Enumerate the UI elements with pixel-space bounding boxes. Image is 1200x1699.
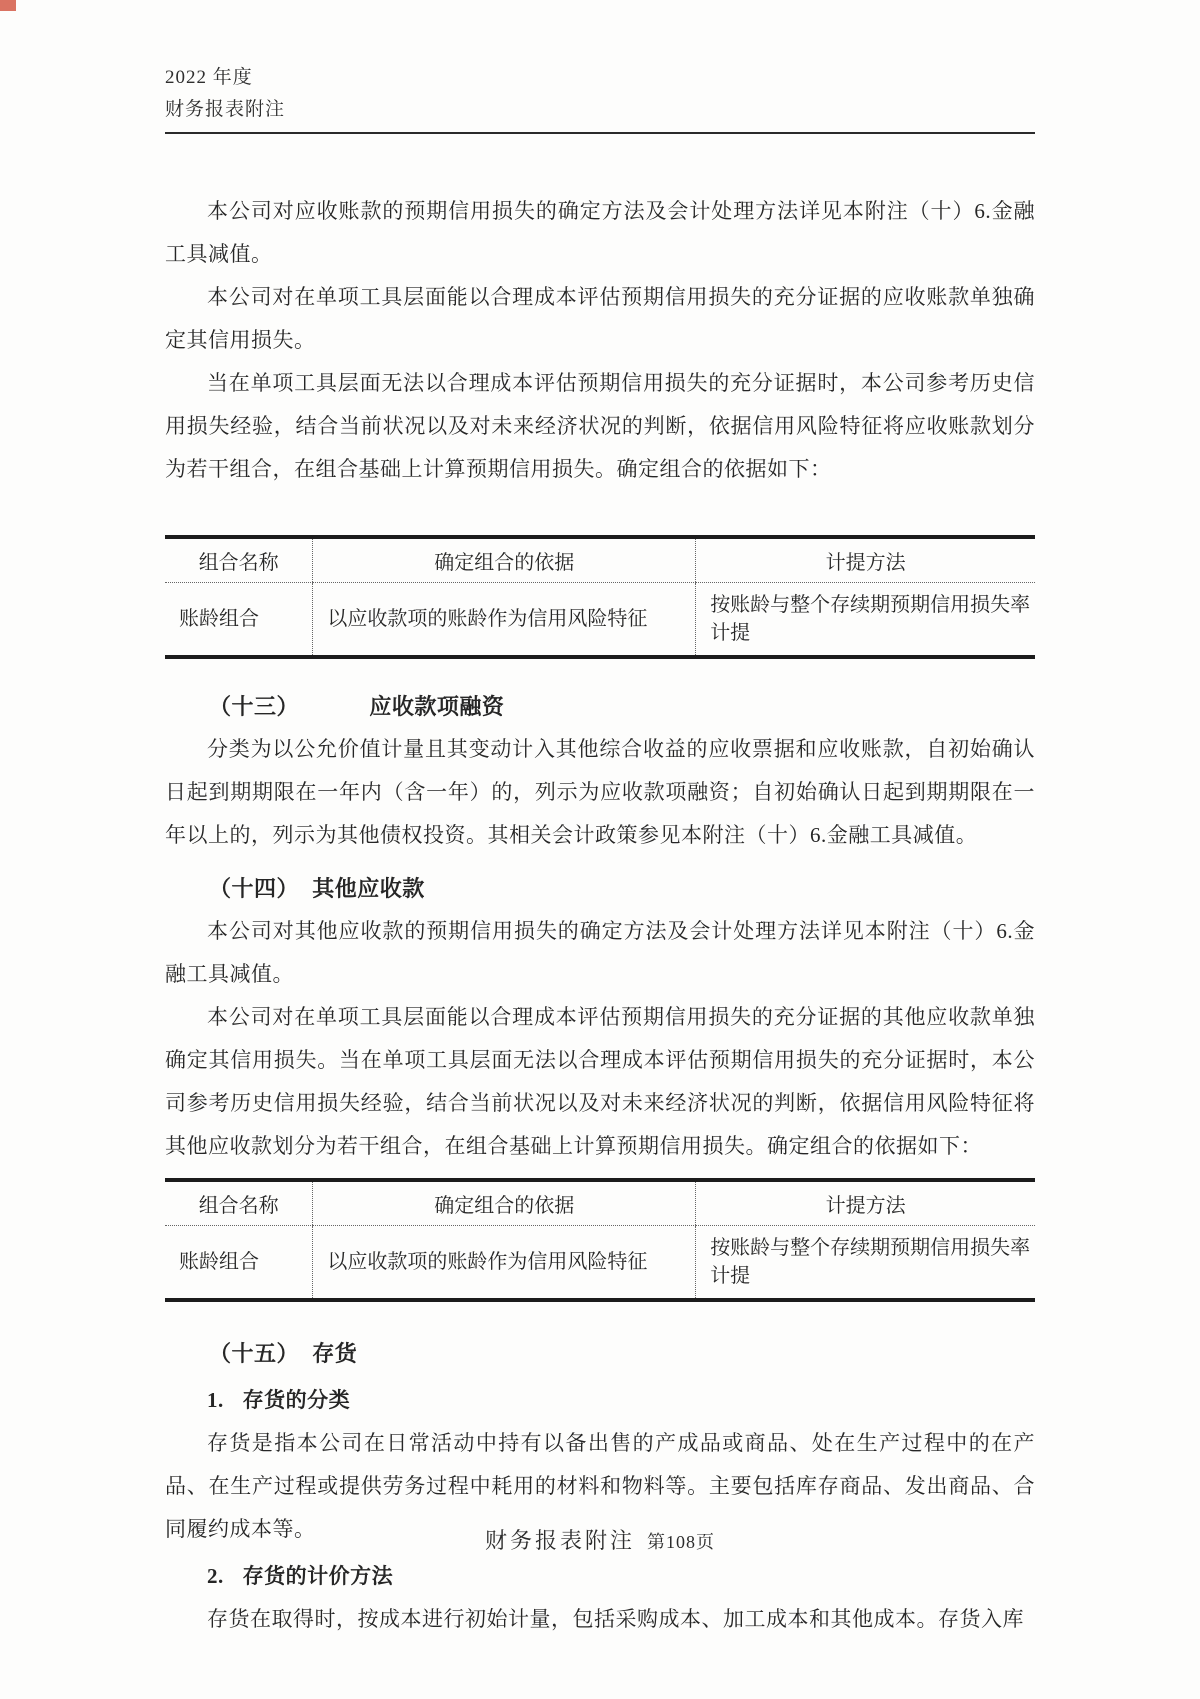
- section-heading-13: [165, 685, 1035, 728]
- section-number: （十三）: [209, 694, 300, 719]
- header-year: 2022 年度: [165, 67, 253, 88]
- subheading-number: 1.: [207, 1388, 224, 1412]
- section-number: （十五）: [209, 1341, 300, 1366]
- section-heading-14: [165, 867, 1035, 910]
- paragraph-s15-1: 存货是指本公司在日常活动中持有以备出售的产成品或商品、处在生产过程中的在产品、在生产过程或提供劳务过程中耗用的材料和物料等。主要包括库存商品、发出商品、合同履约成本等。: [165, 1431, 1035, 1541]
- section-title: 其他应收款: [312, 876, 425, 901]
- table-cell: 以应收款项的账龄作为信用风险特征: [313, 583, 696, 658]
- table-header-row: [165, 537, 1035, 583]
- section-number: （十四）: [209, 876, 300, 901]
- page-content: [165, 62, 1035, 1641]
- header-title: 财务报表附注: [165, 99, 286, 120]
- page-footer: [0, 1524, 1200, 1555]
- paragraph-receivables-2: 本公司对在单项工具层面能以合理成本评估预期信用损失的充分证据的应收账款单独确定其信用损失。: [165, 285, 1035, 352]
- portfolio-table-1: [165, 535, 1035, 659]
- paragraph-s14-2: 本公司对在单项工具层面能以合理成本评估预期信用损失的充分证据的其他应收款单独确定其信用损失。当在单项工具层面无法以合理成本评估预期信用损失的充分证据时，本公司参考历史信用损失经验，结合当前状况以及对未来经济状况的判断，依据信用风险特征将其他应收款划分为若干组合，在组合基础上计算预期信用损失。确定组合的依据如下：: [165, 1005, 1035, 1158]
- table-header-cell: 组合名称: [165, 537, 313, 583]
- paragraph-s15-2: 存货在取得时，按成本进行初始计量，包括采购成本、加工成本和其他成本。存货入库: [207, 1607, 1024, 1631]
- section-title: 存货: [312, 1341, 358, 1366]
- section-heading-15: [165, 1332, 1035, 1375]
- table-cell: 以应收款项的账龄作为信用风险特征: [313, 1226, 696, 1301]
- table-cell: 账龄组合: [179, 608, 259, 630]
- paragraph-s14-1: 本公司对其他应收款的预期信用损失的确定方法及会计处理方法详见本附注（十）6.金融工具减值。: [165, 919, 1035, 986]
- portfolio-table-2: [165, 1178, 1035, 1302]
- table-cell: 账龄组合: [179, 1251, 259, 1273]
- section-title: 应收款项融资: [369, 694, 505, 719]
- subheading-title: 存货的计价方法: [242, 1564, 394, 1588]
- table-row: [165, 1226, 1035, 1301]
- table-row: [165, 583, 1035, 658]
- table-header-cell: 组合名称: [165, 1180, 313, 1226]
- table-header-cell: 确定组合的依据: [313, 1180, 696, 1226]
- subheading-inventory-classification: [165, 1379, 1035, 1422]
- footer-title: 财务报表附注: [484, 1528, 635, 1553]
- table-header-cell: 计提方法: [696, 537, 1035, 583]
- table-cell: 按账龄与整个存续期预期信用损失率计提: [696, 583, 1035, 658]
- table-header-cell: 计提方法: [696, 1180, 1035, 1226]
- table-header-row: [165, 1180, 1035, 1226]
- paragraph-receivables-3: 当在单项工具层面无法以合理成本评估预期信用损失的充分证据时，本公司参考历史信用损失经验，结合当前状况以及对未来经济状况的判断，依据信用风险特征将应收账款划分为若干组合，在组合基础上计算预期信用损失。确定组合的依据如下：: [165, 371, 1035, 481]
- paragraph-receivables-1: 本公司对应收账款的预期信用损失的确定方法及会计处理方法详见本附注（十）6.金融工具减值。: [165, 199, 1035, 266]
- subheading-number: 2.: [207, 1564, 224, 1588]
- page-header: [165, 62, 1035, 134]
- table-cell: 按账龄与整个存续期预期信用损失率计提: [696, 1226, 1035, 1301]
- subheading-inventory-valuation: [165, 1555, 1035, 1598]
- footer-page-number: 第108页: [647, 1532, 715, 1552]
- red-corner-scan-mark: [0, 0, 16, 11]
- paragraph-s13-1: 分类为以公允价值计量且其变动计入其他综合收益的应收票据和应收账款，自初始确认日起到期期限在一年内（含一年）的，列示为应收款项融资；自初始确认日起到期期限在一年以上的，列示为其他债权投资。其相关会计政策参见本附注（十）6.金融工具减值。: [165, 737, 1035, 847]
- subheading-title: 存货的分类: [242, 1388, 351, 1412]
- table-header-cell: 确定组合的依据: [313, 537, 696, 583]
